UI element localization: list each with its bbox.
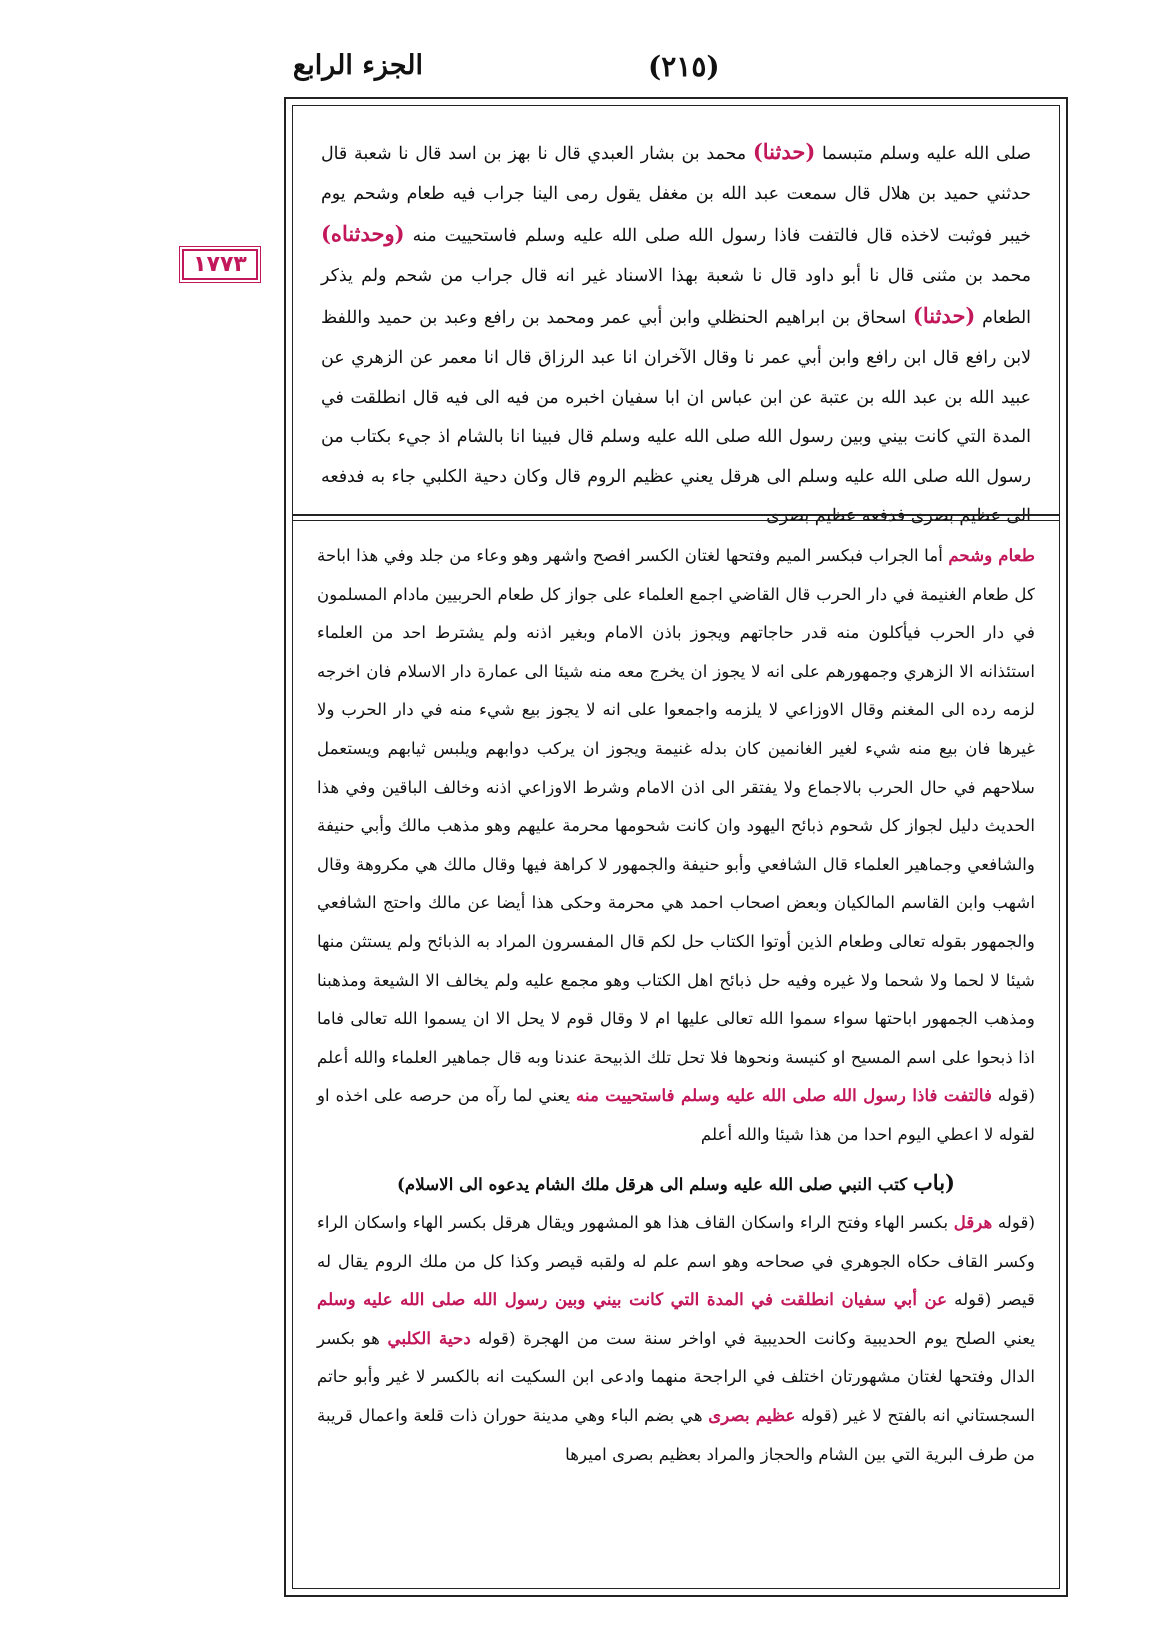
page-number: (٢١٥)	[648, 50, 720, 83]
text-segment: أما الجراب فبكسر الميم وفتحها لغتان الكسر افصح واشهر وهو وعاء من جلد وفي هذا اباحة كل طعام الغنيمة في دار الحرب قال القاضي اجمع العلماء على جواز كل طعام الحربيين مادام المسلمون في دار الحرب فيأكلون منه قدر حاجاتهم ويجوز باذن الامام وبغير اذنه ولم يشترط احد من العلماء استئذانه الا الزهري وجمهورهم على انه لا يجوز ان يخرج معه منه شيئا الى عمارة دار الاسلام فان اخرجه لزمه رده الى المغنم وقال الاوزاعي لا يلزمه واجمعوا على انه لا يجوز بيع شيء منه في دار الحرب ولا غيرها فان بيع منه شيء لغير الغانمين كان بدله غنيمة ويجوز ان يركب دوابهم ويلبس ثيابهم ويستعمل سلاحهم في حال الحرب بالاجماع ولا يفتقر الى اذن الامام وشرط الاوزاعي اذنه وخالف الباقين وفي هذا الحديث دليل لجواز كل شحوم ذبائح اليهود وان كانت شحومها محرمة عليهم وهو مذهب مالك وأبي حنيفة والشافعي وجماهير العلماء قال الشافعي وأبو حنيفة والجمهور لا كراهة فيها وقال مالك هي مكروهة وقال اشهب وابن القاسم المالكيان وبعض اصحاب احمد هي محرمة وحكى هذا أيضا عن مالك واحتج الشافعي والجمهور بقوله تعالى وطعام الذين أوتوا الكتاب حل لكم قال المفسرون المراد به الذبائح ولم يستثن منها شيئا لا لحما ولا شحما ولا غيره وفيه حل ذبائح اهل الكتاب وهو مجمع عليه ولم يخالف الا الشيعة ومذهبنا ومذهب الجمهور اباحتها سواء سموا الله تعالى عليها ام لا وقال قوم لا يحل الا ان يسموا الله تعالى فاما اذا ذبحوا على اسم المسيح او كنيسة ونحوها فلا تحل تلك الذبيحة عندنا وبه قال جماهير العلماء والله أعلم	[317, 545, 1035, 1067]
highlighted-phrase: فالتفت فاذا رسول الله صلى الله عليه وسلم فاستحييت منه	[575, 1085, 992, 1106]
highlighted-phrase: طعام وشحم	[948, 545, 1035, 565]
commentary-paragraph	[317, 1203, 1035, 1473]
hadith-text	[321, 132, 1031, 537]
narration-keyword: (وحدثناه)	[321, 221, 405, 247]
commentary-paragraph	[317, 536, 1035, 1154]
chapter-heading-title: كتب النبي صلى الله عليه وسلم الى هرقل ملك الشام يدعوه الى الاسلام)	[397, 1173, 914, 1194]
chapter-heading	[317, 1164, 1035, 1204]
text-segment: بكسر الهاء وفتح الراء واسكان القاف هذا هو المشهور ويقال هرقل بكسر الهاء واسكان الراء وكسر القاف حكاه الجوهري في صحاحه وهو اسم علم له ولقبه قيصر وكذا كل من ملك الروم يقال له قيصر (قوله	[317, 1212, 1035, 1310]
section-divider	[293, 520, 1059, 521]
highlighted-phrase: هرقل	[953, 1212, 993, 1233]
page-frame	[284, 97, 1068, 1597]
text-segment: يعني لما رآه من حرصه على اخذه او لقوله لا اعطي اليوم احدا من هذا شيئا والله أعلم	[317, 1085, 1035, 1144]
narration-keyword: (حدثنا)	[752, 139, 816, 164]
text-segment: يعني الصلح يوم الحديبية وكانت الحديبية في اواخر سنة ست من الهجرة (قوله	[470, 1327, 1036, 1348]
text-segment: هي بضم الباء وهي مدينة حوران ذات قلعة واعمال قريبة من طرف البرية التي بين الشام والحجاز والمراد بعظيم بصرى اميرها	[317, 1405, 1035, 1464]
hadith-number-badge: ١٧٧٣	[182, 249, 258, 280]
text-segment: هو بكسر الدال وفتحها لغتان مشهورتان اختلف في الراجحة منهما وادعى ابن السكيت انه بالكسر لا غير وأبو حاتم السجستاني انه بالفتح لا غير (قوله	[317, 1327, 1035, 1426]
text-segment: محمد بن بشار العبدي قال نا بهز بن اسد قال نا شعبة قال حدثني حميد بن هلال قال سمعت عبد الله بن مغفل يقول رمى الينا جراب فيه طعام وشحم يوم خيبر فوثبت لاخذه قال فالتفت فاذا رسول الله صلى الله عليه وسلم فاستحييت منه	[321, 144, 1031, 247]
page-header	[0, 44, 1158, 94]
text-segment: محمد بن مثنى قال نا أبو داود قال نا شعبة بهذا الاسناد غير انه قال جراب من شحم ولم يذكر الطعام	[321, 265, 1031, 329]
section-divider	[293, 514, 1059, 516]
commentary-text	[317, 536, 1035, 1473]
narration-keyword: (حدثنا)	[912, 303, 976, 329]
text-segment: (قوله	[992, 1212, 1035, 1233]
volume-title: الجزء الرابع	[292, 50, 423, 81]
chapter-heading-bab: (باب	[913, 1169, 955, 1195]
highlighted-phrase: عن أبي سفيان انطلقت في المدة التي كانت بيني وبين رسول الله صلى الله عليه وسلم	[317, 1289, 948, 1310]
hadith-paragraph	[321, 132, 1031, 537]
frame-inner-border	[292, 105, 1060, 1589]
text-segment: اسحاق بن ابراهيم الحنظلي وابن أبي عمر ومحمد بن رافع وعبد بن حميد واللفظ لابن رافع قال ابن رافع وابن أبي عمر نا وقال الآخران انا عبد الرزاق قال انا معمر عن الزهري عن عبيد الله بن عبد الله بن عتبة عن ابن عباس ان ابا سفيان اخبره من فيه الى فيه قال انطلقت في المدة التي كانت بيني وبين رسول الله صلى الله عليه وسلم قال فبينا انا بالشام اذ جيء بكتاب من رسول الله صلى الله عليه وسلم الى هرقل يعني عظيم الروم قال وكان دحية الكلبي جاء به فدفعه الى عظيم بصرى فدفعه عظيم بصرى	[321, 308, 1031, 527]
highlighted-phrase: عظيم بصرى	[708, 1405, 796, 1426]
text-segment: (قوله	[991, 1085, 1035, 1106]
highlighted-phrase: دحية الكلبي	[387, 1327, 471, 1348]
text-segment: صلى الله عليه وسلم متبسما	[815, 144, 1031, 164]
